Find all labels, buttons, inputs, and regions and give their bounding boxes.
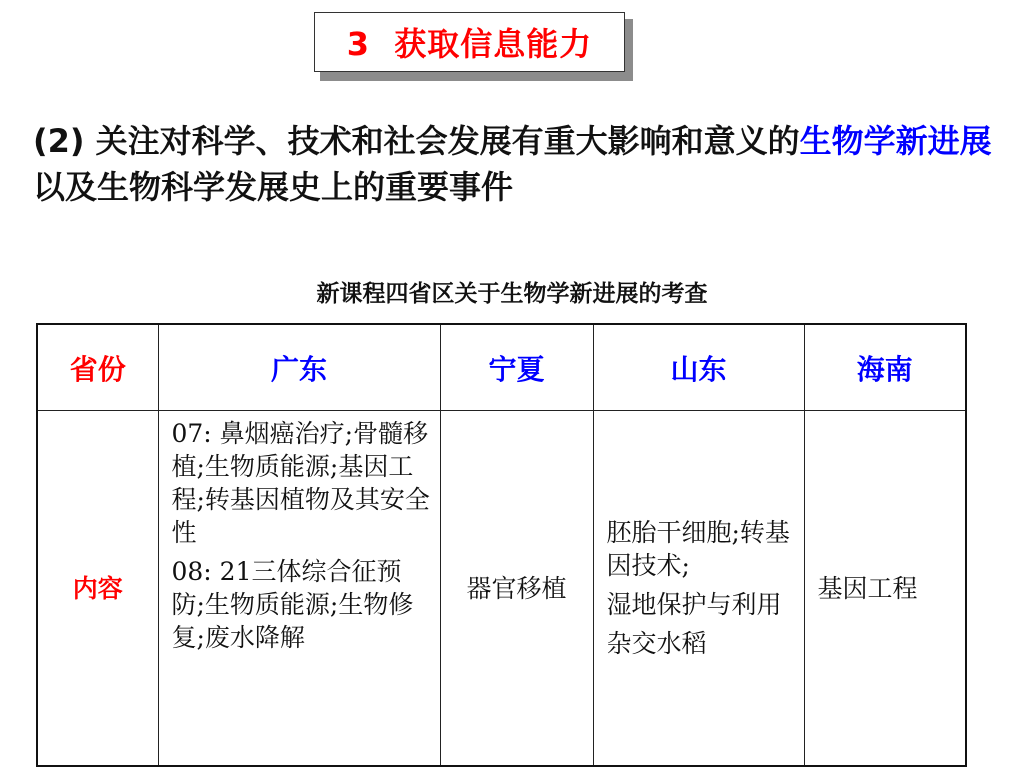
cell-hainan: 基因工程 (804, 411, 966, 767)
heading-prefix: (2) 关注对科学、技术和社会发展有重大影响和意义的 (33, 122, 800, 160)
slide-heading (33, 118, 1003, 210)
province-table (36, 323, 967, 767)
shandong-item-1: 胚胎干细胞;转基因技术; (606, 518, 790, 580)
header-shandong: 山东 (593, 324, 804, 411)
cell-guangdong (158, 411, 440, 767)
heading-suffix: 以及生物科学发展史上的重要事件 (33, 168, 514, 206)
guangdong-item-08: 08: 21三体综合征预防;生物质能源;生物修复;废水降解 (171, 557, 414, 652)
shandong-item-3: 杂交水稻 (606, 629, 707, 658)
table-row-content (37, 411, 966, 767)
shandong-item-2: 湿地保护与利用 (606, 590, 782, 619)
row-label-content: 内容 (37, 411, 158, 767)
slide-title: 3 获取信息能力 (346, 25, 593, 63)
table-caption: 新课程四省区关于生物学新进展的考查 (316, 281, 708, 307)
guangdong-item-07: 07: 鼻烟癌治疗;骨髓移植;生物质能源;基因工程;转基因植物及其安全性 (171, 419, 430, 547)
header-ningxia: 宁夏 (440, 324, 593, 411)
header-province: 省份 (37, 324, 158, 411)
header-guangdong: 广东 (158, 324, 440, 411)
slide-title-box (314, 12, 625, 72)
cell-ningxia: 器官移植 (440, 411, 593, 767)
header-hainan: 海南 (804, 324, 966, 411)
heading-highlight: 生物学新进展 (799, 122, 992, 160)
cell-shandong (593, 411, 804, 767)
table-header-row (37, 324, 966, 411)
